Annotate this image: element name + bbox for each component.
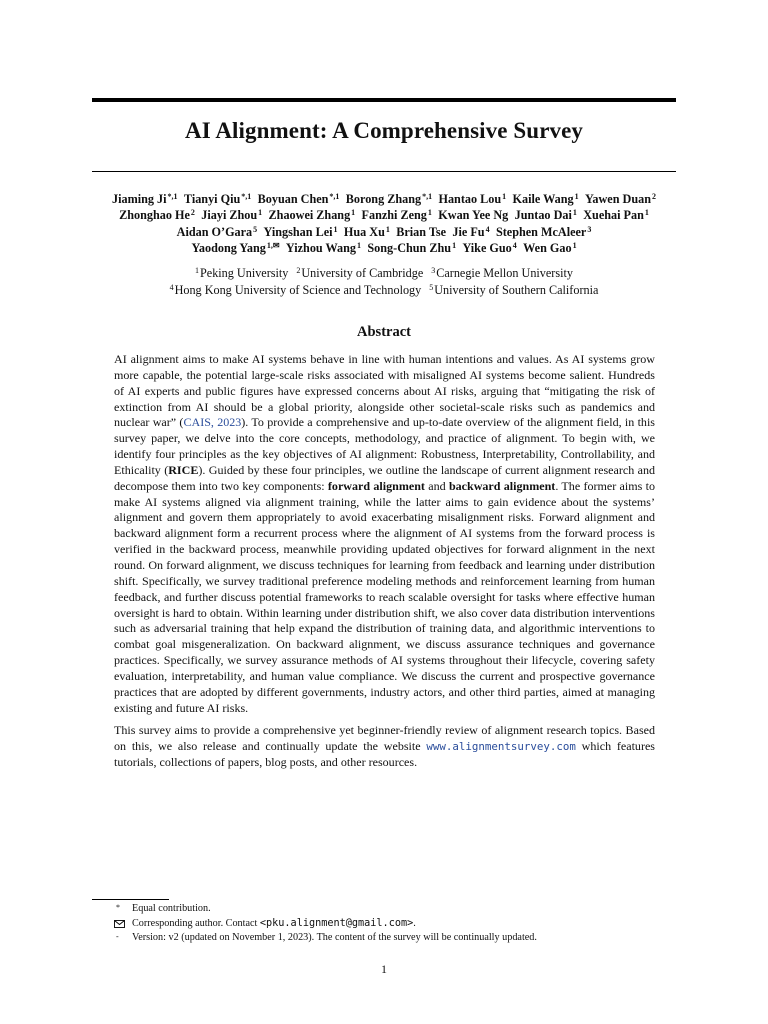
author-affiliation-mark: 3 bbox=[587, 224, 592, 234]
author-affiliation-mark: 4 bbox=[512, 240, 517, 250]
author-name: Zhaowei Zhang$^1$ bbox=[268, 208, 356, 223]
abstract-text: This survey aims to provide a comprehensive yet beginner-friendly review of alignment research topics. Based on this, we also release and continually update the website bbox=[114, 723, 655, 754]
author-affiliation-mark: 1 bbox=[452, 240, 457, 250]
author-affiliation-mark: 1 bbox=[427, 208, 432, 218]
affiliation: $^1$Peking University bbox=[195, 266, 289, 280]
author-name: Jiayi Zhou$^1$ bbox=[201, 208, 263, 223]
footnote-equal-contribution bbox=[112, 902, 672, 917]
author-name: Yike Guo$^4$ bbox=[462, 240, 517, 255]
affiliation: $^2$University of Cambridge bbox=[296, 266, 424, 280]
author-name: Borong Zhang$^{*,1}$ bbox=[345, 192, 433, 206]
author-affiliation-mark: 1 bbox=[574, 192, 579, 201]
author-affiliation-mark: 1 bbox=[258, 208, 263, 218]
affiliation: $^3$Carnegie Mellon University bbox=[431, 266, 573, 280]
author-name: Jiaming $Ji^{*,1}$ bbox=[112, 192, 178, 206]
author-list bbox=[92, 191, 676, 256]
abstract-body bbox=[114, 352, 655, 771]
author-affiliation-mark: *,1 bbox=[167, 192, 178, 201]
author-name: Wen Gao$^1$ bbox=[523, 240, 577, 255]
dash-mark: - bbox=[116, 932, 119, 941]
author-name: Hantao Lou$^1$ bbox=[438, 192, 507, 206]
author-name: Kwan Yee Ng bbox=[438, 208, 509, 223]
author-name: Brian Tse bbox=[396, 224, 447, 239]
author-name: Yingshan Lei$^1$ bbox=[263, 224, 338, 239]
author-affiliation-mark: 1 bbox=[357, 240, 362, 250]
abstract-text: ). To provide a comprehensive and up-to-date overview of the alignment field, in this survey paper, we delve into the core concepts, methodology, and practice of alignment. To begin with, we identify four principles as the key objectives of AI alignment: Robustness, Interpretability, Controllability, and Ethicality ( bbox=[114, 415, 655, 477]
author-name: Aidan O’Gara$^5$ bbox=[176, 224, 258, 239]
affiliation-number: 2 bbox=[296, 266, 301, 275]
author-affiliation-mark: 2 bbox=[190, 208, 195, 218]
author-name: Zhonghao He$^2$ bbox=[119, 208, 195, 223]
author-affiliation-mark: 1 bbox=[644, 208, 649, 218]
citation-link[interactable]: CAIS, 2023 bbox=[183, 415, 242, 430]
footnote-text: Equal contribution. bbox=[132, 903, 211, 914]
author-name: Hua Xu$^1$ bbox=[343, 224, 390, 239]
affiliation-line bbox=[92, 282, 676, 299]
abstract-text: . The former aims to make AI systems aligned via alignment training, while the latter aims to gain evidence about the systems’ alignment and govern them appropriately to avoid exacerbating misalignment risks. Forward alignment and backward alignment form a recurrent process where the alignment of AI systems from the forward process is verified in the backward process, meanwhile providing updated objectives for forward alignment in the next round. On forward alignment, we discuss techniques for learning from feedback and learning under distribution shift. Specifically, we survey traditional preference modeling methods and reinforcement learning from human feedback, and further discuss potential frameworks to reach scalable oversight for tasks where effective human oversight is hard to obtain. Within learning under distribution shift, we also cover data distribution interventions such as adversarial training that help expand the distribution of training data, and algorithmic interventions to combat goal misgeneralization. On backward alignment, we discuss assurance techniques and governance practices. Specifically, we survey assurance methods of AI systems throughout their lifecycle, covering safety evaluation, interpretability, and human value compliance. We discuss the current and prospective governance practices that are adopted by different governments, industry actors, and other third parties, aimed at managing existing and future AI risks. bbox=[114, 478, 655, 715]
asterisk-mark: * bbox=[116, 903, 120, 912]
author-name: Yaodong Yang$^{1,✉}$ bbox=[191, 240, 280, 255]
author-affiliation-mark: 4 bbox=[485, 224, 490, 234]
contact-email[interactable]: <pku.alignment@gmail.com> bbox=[259, 917, 414, 929]
author-line bbox=[92, 207, 676, 223]
forward-alignment-term: forward alignment bbox=[327, 478, 425, 493]
affiliation-number: 3 bbox=[431, 266, 436, 275]
abstract-text: and bbox=[424, 478, 449, 493]
author-name: Tianyi Qiu$^{*,1}$ bbox=[183, 192, 252, 206]
author-name: Song-Chun Zhu$^1$ bbox=[367, 240, 457, 255]
footnote-text: Corresponding author. Contact bbox=[132, 917, 260, 929]
footnote-text: . bbox=[413, 917, 416, 929]
title-bottom-rule bbox=[92, 171, 676, 172]
abstract-text: which features tutorials, collections of papers, blog posts, and other resources. bbox=[114, 739, 655, 770]
abstract-paragraph-1 bbox=[114, 352, 655, 716]
author-name: Boyuan Chen$^{*,1}$ bbox=[257, 192, 340, 206]
footnote-text: Version: v2 (updated on November 1, 2023). The content of the survey will be continually updated. bbox=[132, 932, 537, 943]
paper-title: AI Alignment: A Comprehensive Survey bbox=[184, 118, 584, 143]
author-affiliation-mark: 1 bbox=[572, 240, 577, 250]
author-affiliation-mark: *,1 bbox=[329, 192, 340, 201]
abstract-heading: Abstract bbox=[357, 324, 411, 340]
author-name: Yawen Duan$^2$ bbox=[584, 192, 656, 206]
author-name: Xuehai Pan$^1$ bbox=[583, 208, 649, 223]
author-affiliation-mark: 1 bbox=[502, 192, 507, 201]
backward-alignment-term: backward alignment bbox=[448, 478, 556, 493]
page-number: 1 bbox=[381, 962, 387, 976]
author-affiliation-mark: 5 bbox=[253, 224, 258, 234]
footnote-version bbox=[112, 931, 672, 946]
author-name: Fanzhi Zeng$^1$ bbox=[361, 208, 432, 223]
website-link[interactable]: www.alignmentsurvey.com bbox=[426, 740, 576, 754]
author-affiliation-mark: *,1 bbox=[422, 192, 433, 201]
author-name: Yizhou Wang$^1$ bbox=[285, 240, 362, 255]
author-line bbox=[92, 191, 676, 207]
author-affiliation-mark: 2 bbox=[651, 192, 656, 201]
author-line bbox=[92, 240, 676, 256]
author-affiliation-mark: *,1 bbox=[241, 192, 252, 201]
author-affiliation-mark: 1,✉ bbox=[266, 240, 280, 250]
affiliation-list bbox=[92, 265, 676, 299]
affiliation-line bbox=[92, 265, 676, 282]
author-name: Stephen McAleer$^3$ bbox=[495, 224, 592, 239]
footnote-rule bbox=[92, 899, 169, 900]
affiliation: $^4$Hong Kong University of Science and Technology bbox=[169, 283, 422, 297]
affiliation: $^5$University of Southern California bbox=[429, 283, 599, 297]
abstract-paragraph-2 bbox=[114, 723, 655, 771]
author-affiliation-mark: 1 bbox=[351, 208, 356, 218]
author-affiliation-mark: 1 bbox=[333, 224, 338, 234]
footnotes bbox=[112, 902, 672, 946]
title-top-rule bbox=[92, 98, 676, 102]
author-affiliation-mark: 1 bbox=[385, 224, 390, 234]
affiliation-number: 5 bbox=[429, 283, 434, 292]
affiliation-number: 4 bbox=[169, 283, 174, 292]
affiliation-number: 1 bbox=[195, 266, 200, 275]
footnote-corresponding-author bbox=[112, 917, 672, 932]
author-name: Juntao Dai$^1$ bbox=[514, 208, 577, 223]
abstract-text: AI alignment aims to make AI systems behave in line with human intentions and values. As AI systems grow more capable, the potential large-scale risks associated with misaligned AI systems become salient. Hundreds of AI experts and public figures have expressed concerns about AI risks, arguing that “mitigating the risk of extinction from AI should be a global priority, alongside other societal-scale risks such as pandemics and nuclear war” ( bbox=[114, 352, 655, 430]
author-line bbox=[92, 224, 676, 240]
abstract-text: ). Guided by these four principles, we outline the landscape of current alignment research and decompose them into two key components: bbox=[114, 462, 656, 493]
author-name: Kaile Wang$^1$ bbox=[512, 192, 579, 206]
author-name: Jie Fu$^4$ bbox=[452, 224, 490, 239]
rice-acronym: RICE bbox=[168, 462, 199, 477]
author-affiliation-mark: 1 bbox=[572, 208, 577, 218]
